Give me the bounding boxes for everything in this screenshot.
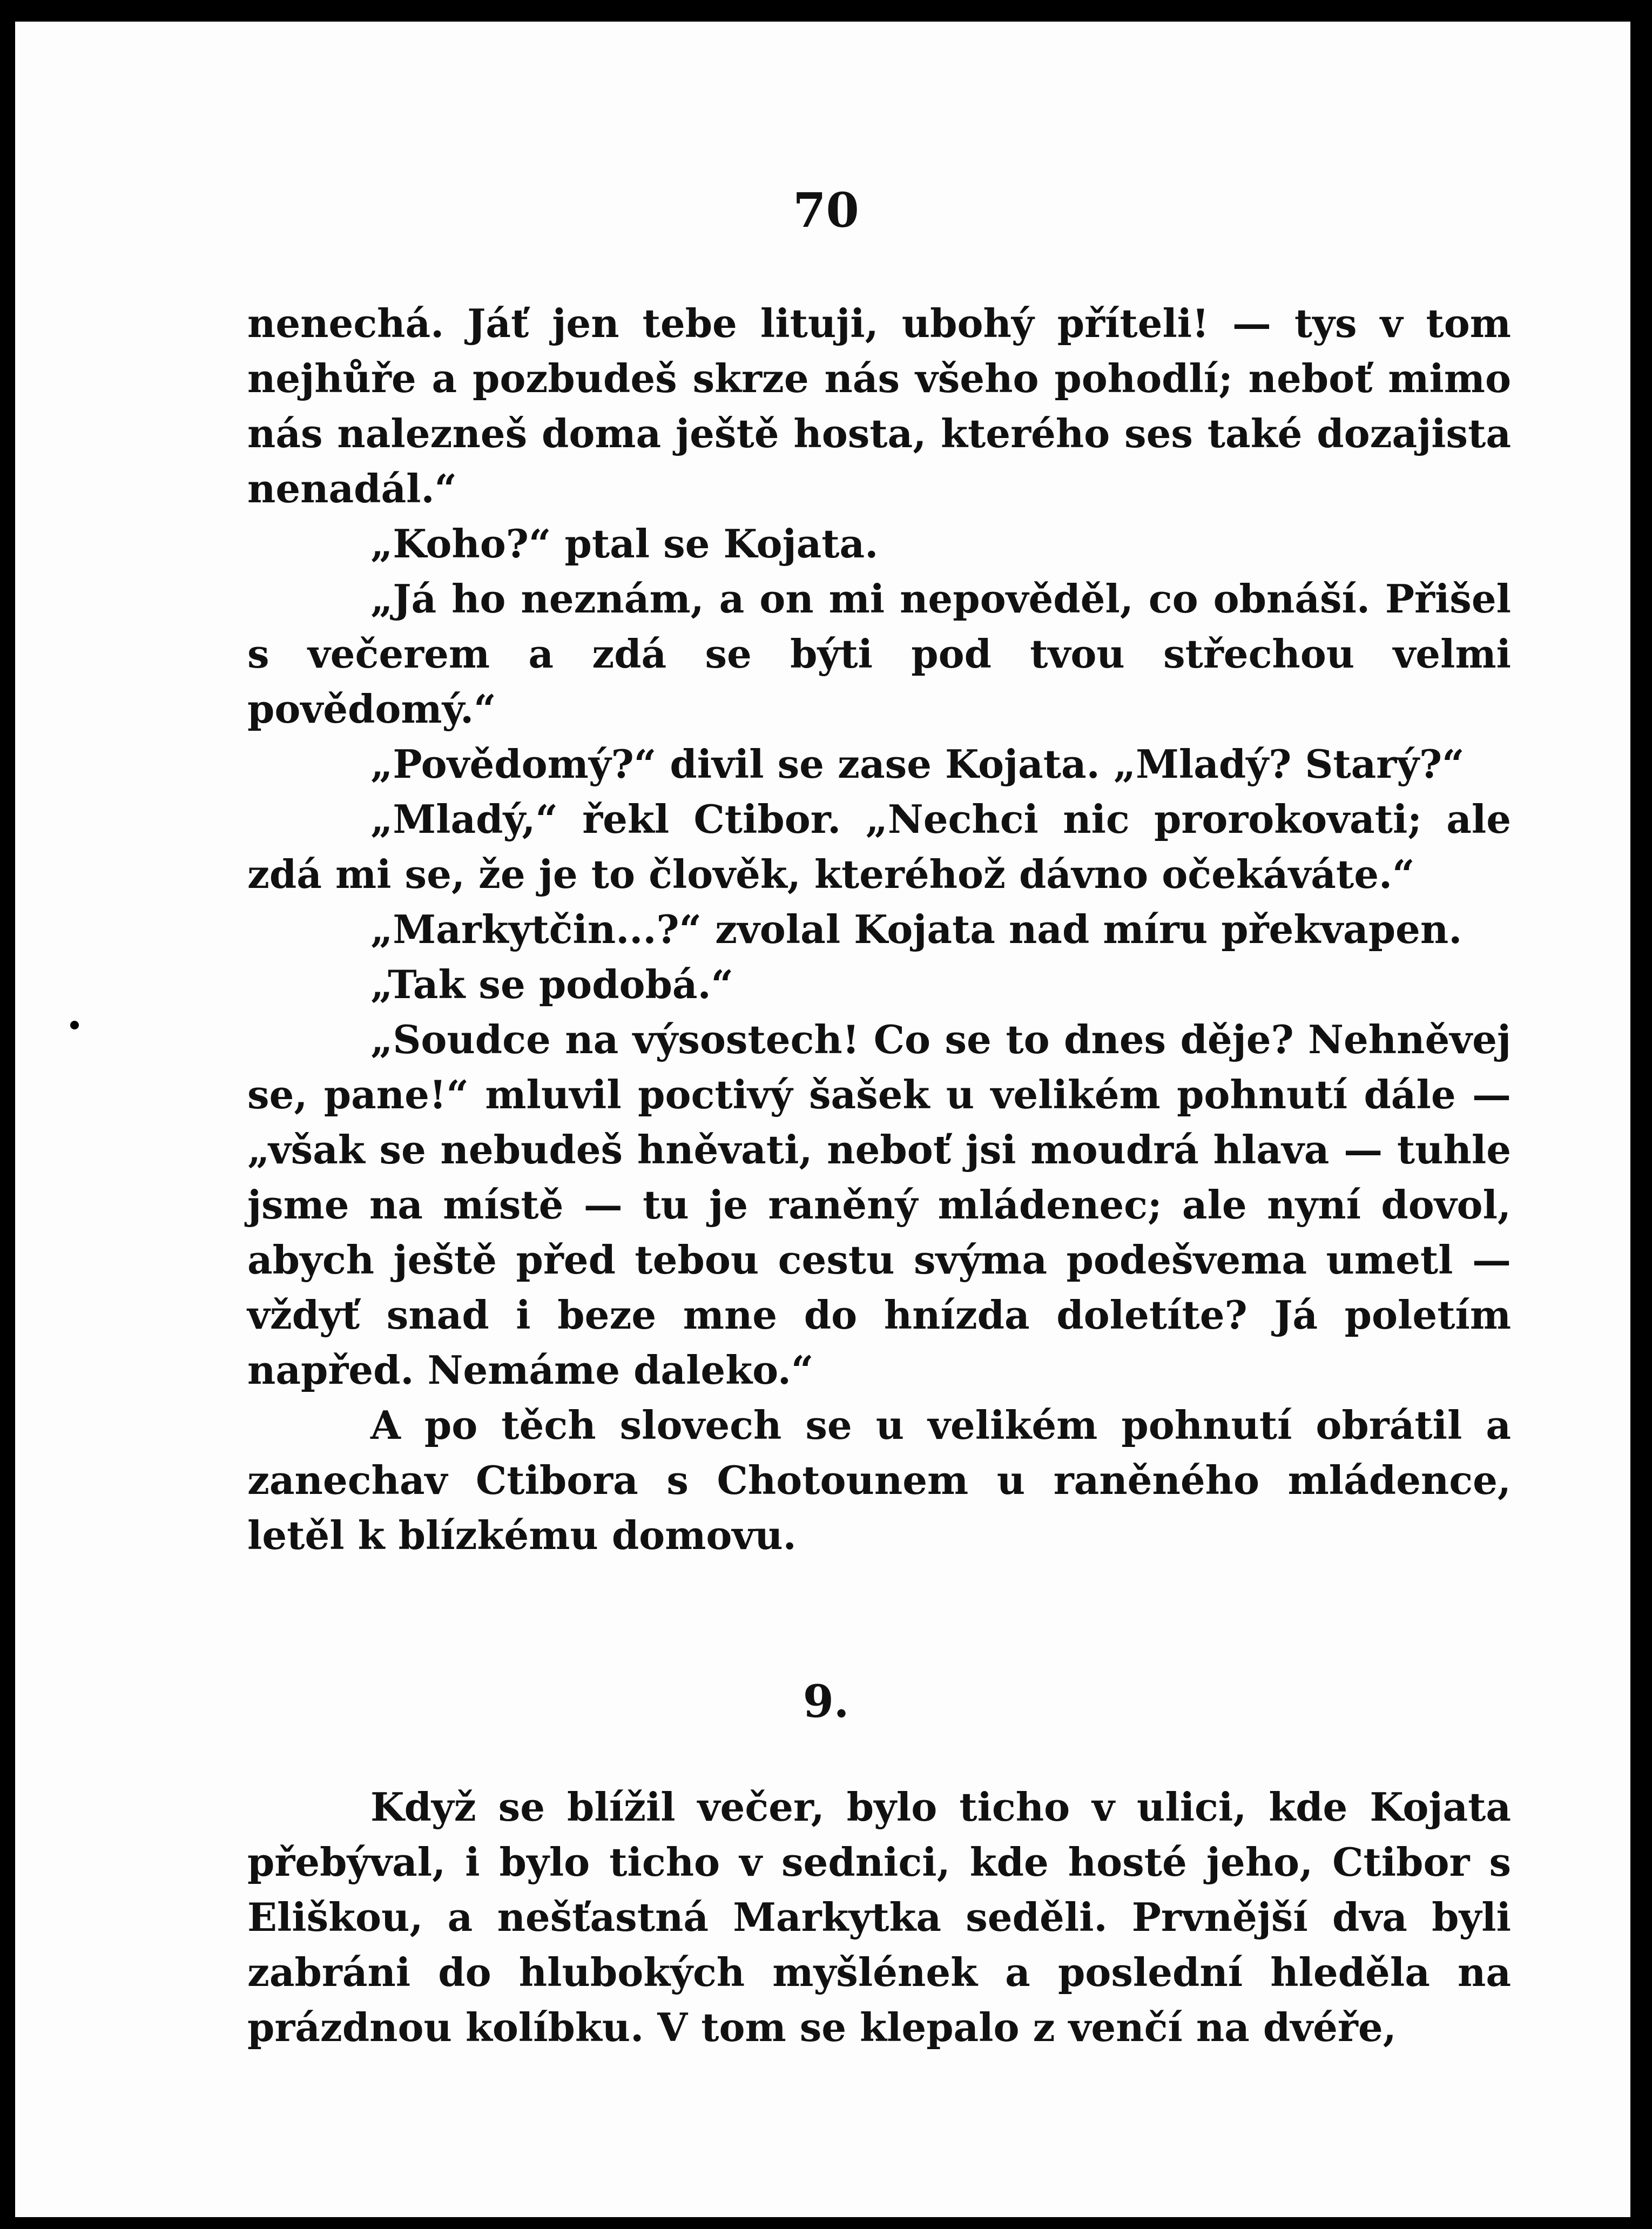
paragraph: A po těch slovech se u velikém pohnutí obrátil a zanechav Ctibora s Chotounem u raněného mládence, letěl k blízkému domovu. bbox=[247, 1402, 1511, 1558]
paragraph: „Koho?“ ptal se Kojata. bbox=[370, 521, 879, 567]
paragraph: „Povědomý?“ divil se zase Kojata. „Mladý? Starý?“ bbox=[370, 741, 1465, 787]
margin-dot-mark bbox=[70, 1021, 79, 1029]
paragraph: „Soudce na výsostech! Co se to dnes děje? Nehněvej se, pane!“ mluvil poctivý šašek u velikém pohnutí dále — „však se nebudeš hněvati, neboť jsi moudrá hlava — tuhle jsme na místě — tu je raněný mládenec; ale nyní dovol, abych ještě před tebou cestu svýma podešvema umetl — vždyť snad i beze mne do hnízda doletíte? Já poletím napřed. Nemáme daleko.“ bbox=[247, 1016, 1511, 1393]
page-number: 70 bbox=[793, 182, 859, 238]
paragraph: Když se blížil večer, bylo ticho v ulici, kde Kojata přebýval, i bylo ticho v sednici, kde hosté jeho, Ctibor s Eliškou, a nešťastná Markytka seděli. Prvnější dva byli zabráni do hlubokých myšlének a poslední hleděla na prázdnou kolíbku. V tom se klepalo z venčí na dvéře, bbox=[247, 1784, 1511, 2050]
paragraph: „Mladý,“ řekl Ctibor. „Nechci nic prorokovati; ale zdá mi se, že je to člověk, kteréhož dávno očekáváte.“ bbox=[247, 796, 1511, 897]
paragraph: „Tak se podobá.“ bbox=[370, 961, 734, 1007]
body-text-before-section bbox=[247, 296, 1511, 1563]
section-heading: 9. bbox=[803, 1676, 849, 1728]
paragraph: „Já ho neznám, a on mi nepověděl, co obnáší. Přišel s večerem a zdá se býti pod tvou střechou velmi povědomý.“ bbox=[247, 576, 1511, 732]
body-text-after-section bbox=[247, 1780, 1511, 2055]
scan-border-left bbox=[0, 0, 15, 2229]
scan-border-right bbox=[1630, 0, 1652, 2229]
paragraph: „Markytčin...?“ zvolal Kojata nad míru překvapen. bbox=[370, 906, 1462, 952]
scan-border-top bbox=[0, 0, 1652, 22]
paragraph: nenechá. Jáť jen tebe lituji, ubohý příteli! — tys v tom nejhůře a pozbudeš skrze nás všeho pohodlí; neboť mimo nás nalezneš doma ještě hosta, kterého ses také dozajista nenadál.“ bbox=[247, 300, 1511, 511]
scan-border-bottom bbox=[0, 2217, 1652, 2229]
